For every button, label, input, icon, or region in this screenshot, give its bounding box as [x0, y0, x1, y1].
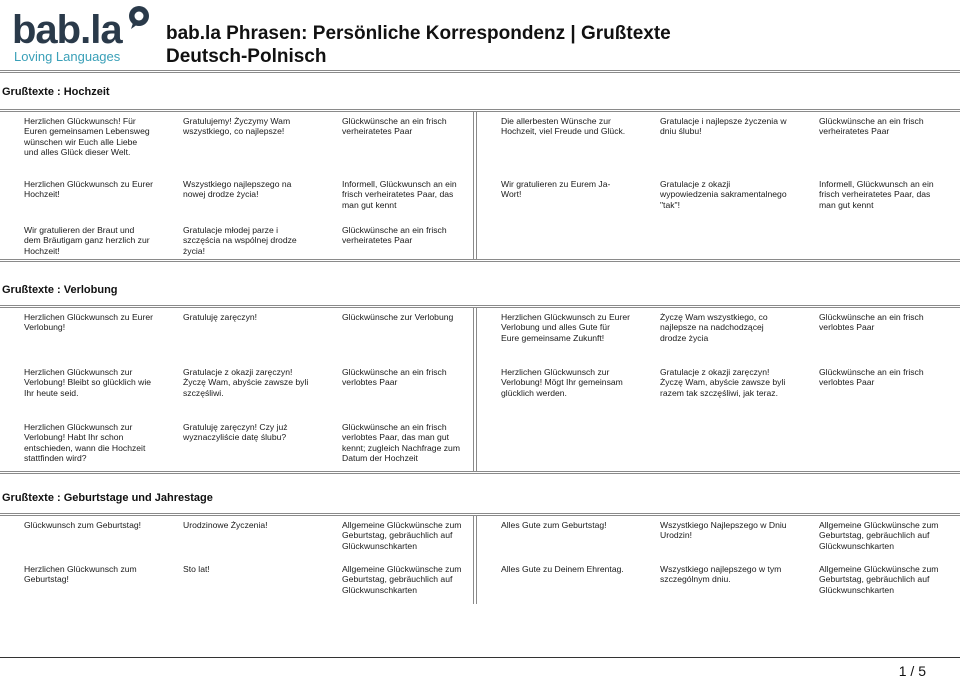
- header-rule: [0, 70, 960, 73]
- phrase-cell: Wszystkiego najlepszego w tym szczególnym dniu.: [660, 564, 782, 585]
- phrase-cell: Glückwünsche an ein frisch verlobtes Paar, das man gut kennt; zugleich Nachfrage zum Datum der Hochzeit: [318, 418, 477, 471]
- phrase-cell: Gratulujemy! Życzymy Wam wszystkiego, co najlepsze!: [183, 116, 291, 137]
- speech-bubble-icon: [126, 4, 152, 30]
- phrase-cell: Gratulacje młodej parze i szczęścia na wspólnej drodze życia!: [183, 225, 297, 256]
- phrase-cell: Gratulacje z okazji zaręczyn! Życzę Wam, abyście zawsze byli szczęśliwi.: [183, 367, 309, 398]
- phrase-cell: Glückwünsche an ein frisch verheiratetes Paar: [318, 221, 477, 259]
- phrase-cell: Herzlichen Glückwunsch zur Verlobung! Mögt Ihr gemeinsam glücklich werden.: [501, 367, 623, 398]
- phrase-cell: Allgemeine Glückwünsche zum Geburtstag, gebräuchlich auf Glückwunschkarten: [318, 560, 477, 604]
- phrase-cell: Herzlichen Glückwunsch zu Eurer Hochzeit!: [24, 179, 153, 200]
- table-row: [0, 221, 960, 259]
- phrase-cell: Gratuluję zaręczyn!: [183, 312, 258, 322]
- phrase-cell: Allgemeine Glückwünsche zum Geburtstag, gebräuchlich auf Glückwunschkarten: [819, 520, 939, 551]
- phrase-cell: Herzlichen Glückwunsch zum Geburtstag!: [24, 564, 137, 585]
- phrase-cell: Alles Gute zu Deinem Ehrentag.: [501, 564, 624, 574]
- phrase-cell: Życzę Wam wszystkiego, co najlepsze na nadchodzącej drodze życia: [660, 312, 768, 343]
- phrase-cell: Gratulacje z okazji zaręczyn! Życzę Wam, abyście zawsze byli razem tak szczęśliwi, jak teraz.: [660, 367, 786, 398]
- phrase-cell: Wszystkiego Najlepszego w Dniu Urodzin!: [660, 520, 787, 541]
- table-row: [0, 418, 960, 471]
- phrase-cell: Glückwünsche an ein frisch verlobtes Paar: [819, 312, 924, 333]
- page-number: 1 / 5: [898, 663, 926, 679]
- phrase-cell: Herzlichen Glückwunsch zur Verlobung! Habt Ihr schon entschieden, wann die Hochzeit stattfinden wird?: [24, 422, 146, 464]
- phrase-cell: [795, 221, 954, 259]
- phrase-cell: Herzlichen Glückwunsch zu Eurer Verlobung!: [24, 312, 153, 333]
- phrase-cell: Informell, Glückwunsch an ein frisch verheiratetes Paar, das man gut kennt: [819, 179, 934, 210]
- phrase-cell: Die allerbesten Wünsche zur Hochzeit, viel Freude und Glück.: [501, 116, 626, 137]
- table-row: [0, 560, 960, 604]
- section-heading-birthdays: Grußtexte : Geburtstage und Jahrestage: [2, 492, 213, 504]
- phrase-cell: [477, 221, 636, 259]
- table-row: [0, 308, 960, 363]
- table-row: [0, 175, 960, 221]
- phrase-cell: Herzlichen Glückwunsch! Für Euren gemeinsamen Lebensweg wünschen wir Euch alle Liebe und alles Glück dieser Welt.: [24, 116, 150, 158]
- phrase-cell: [795, 418, 954, 471]
- phrase-cell: Informell, Glückwunsch an ein frisch verheiratetes Paar, das man gut kennt: [318, 175, 477, 221]
- phrase-cell: Gratuluję zaręczyn! Czy już wyznaczyliście datę ślubu?: [183, 422, 288, 443]
- section-heading-engagement: Grußtexte : Verlobung: [2, 284, 118, 296]
- title-line-2: Deutsch-Polnisch: [166, 46, 327, 67]
- section-heading-wedding: Grußtexte : Hochzeit: [2, 86, 110, 98]
- phrase-cell: Sto lat!: [183, 564, 210, 574]
- phrase-table-birthdays: [0, 513, 960, 603]
- phrase-cell: Glückwünsche an ein frisch verlobtes Paar: [318, 363, 477, 418]
- phrase-cell: Glückwünsche an ein frisch verheiratetes Paar: [819, 116, 924, 137]
- phrase-cell: [636, 221, 795, 259]
- phrase-cell: Allgemeine Glückwünsche zum Geburtstag, gebräuchlich auf Glückwunschkarten: [318, 516, 477, 560]
- table-row: [0, 516, 960, 560]
- phrase-cell: Gratulacje i najlepsze życzenia w dniu ślubu!: [660, 116, 787, 137]
- footer-rule: [0, 657, 960, 658]
- phrase-cell: Glückwünsche an ein frisch verlobtes Paar: [819, 367, 924, 388]
- phrase-cell: Alles Gute zum Geburtstag!: [501, 520, 607, 530]
- phrase-cell: Gratulacje z okazji wypowiedzenia sakramentalnego "tak"!: [660, 179, 787, 210]
- phrase-cell: Herzlichen Glückwunsch zur Verlobung! Bleibt so glücklich wie Ihr heute seid.: [24, 367, 152, 398]
- phrase-cell: Herzlichen Glückwunsch zu Eurer Verlobung und alles Gute für Eure gemeinsame Zukunft!: [501, 312, 630, 343]
- phrase-cell: Wir gratulieren der Braut und dem Bräutigam ganz herzlich zur Hochzeit!: [24, 225, 150, 256]
- phrase-cell: Wszystkiego najlepszego na nowej drodze życia!: [183, 179, 292, 200]
- table-row: [0, 112, 960, 175]
- phrase-table-wedding: [0, 109, 960, 262]
- logo-wordmark: bab.la: [12, 8, 122, 52]
- logo-tagline: Loving Languages: [14, 49, 121, 64]
- babla-logo[interactable]: [12, 4, 152, 68]
- table-row: [0, 363, 960, 418]
- phrase-table-engagement: [0, 305, 960, 474]
- phrase-cell: Glückwunsch zum Geburtstag!: [24, 520, 142, 530]
- page-title: [166, 22, 671, 68]
- phrase-cell: Urodzinowe Życzenia!: [183, 520, 268, 530]
- title-line-1: bab.la Phrasen: Persönliche Korrespondenz | Grußtexte: [166, 23, 671, 44]
- phrase-cell: Glückwünsche zur Verlobung: [318, 308, 477, 363]
- phrase-cell: [477, 418, 636, 471]
- phrase-cell: Glückwünsche an ein frisch verheiratetes Paar: [318, 112, 477, 175]
- phrase-cell: Allgemeine Glückwünsche zum Geburtstag, gebräuchlich auf Glückwunschkarten: [819, 564, 939, 595]
- phrase-cell: [636, 418, 795, 471]
- phrase-cell: Wir gratulieren zu Eurem Ja-Wort!: [501, 179, 611, 200]
